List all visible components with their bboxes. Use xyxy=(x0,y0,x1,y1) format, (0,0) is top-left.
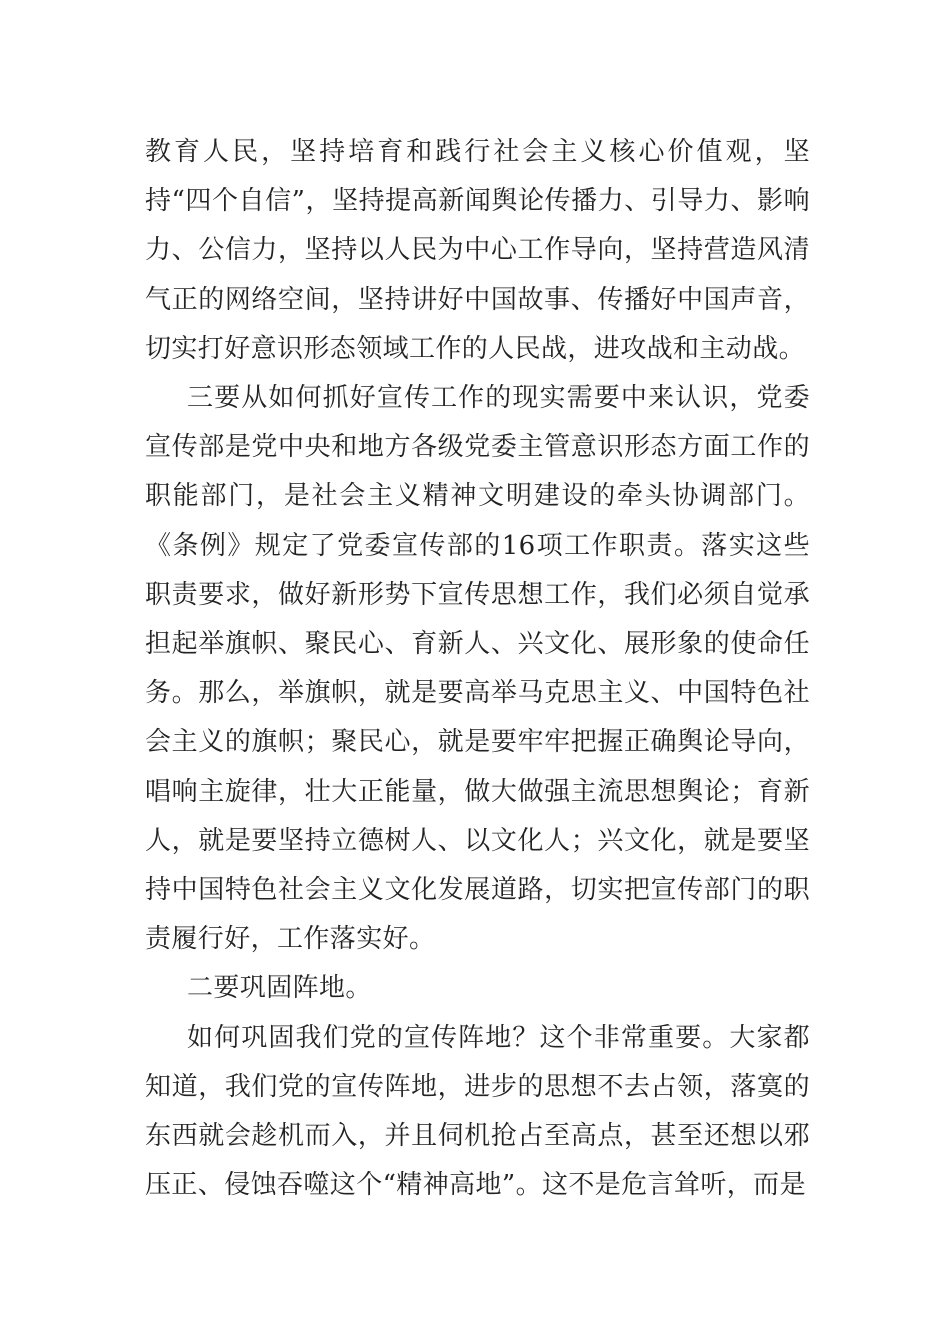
paragraph-third-point: 三要从如何抓好宣传工作的现实需要中来认识，党委宣传部是党中央和地方各级党委主管意识形态方面工作的职能部门，是社会主义精神文明建设的牵头协调部门。《条例》规定了党委宣传部的16项工作职责。落实这些职责要求，做好新形势下宣传思想工作，我们必须自觉承担起举旗帜、聚民心、育新人、兴文化、展形象的使命任务。那么，举旗帜，就是要高举马克思主义、中国特色社会主义的旗帜；聚民心，就是要牢牢把握正确舆论导向，唱响主旋律，壮大正能量，做大做强主流思想舆论；育新人，就是要坚持立德树人、以文化人；兴文化，就是要坚持中国特色社会主义文化发展道路，切实把宣传部门的职责履行好，工作落实好。 xyxy=(145,383,810,955)
paragraph-continuation: 教育人民，坚持培育和践行社会主义核心价值观，坚持“四个自信”，坚持提高新闻舆论传播力、引导力、影响力、公信力，坚持以人民为中心工作导向，坚持营造风清气正的网络空间，坚持讲好中国故事、传播好中国声音，切实打好意识形态领域工作的人民战，进攻战和主动战。 xyxy=(145,137,810,364)
paragraph-consolidate-position: 如何巩固我们党的宣传阵地？这个非常重要。大家都知道，我们党的宣传阵地，进步的思想不去占领，落寞的东西就会趁机而入，并且伺机抢占至高点，甚至还想以邪压正、侵蚀吞噬这个“精神高地”。这不是危言耸听，而是 xyxy=(145,1022,810,1201)
document-body xyxy=(145,128,810,1210)
section-heading-consolidate-position: 二要巩固阵地。 xyxy=(187,973,372,1004)
